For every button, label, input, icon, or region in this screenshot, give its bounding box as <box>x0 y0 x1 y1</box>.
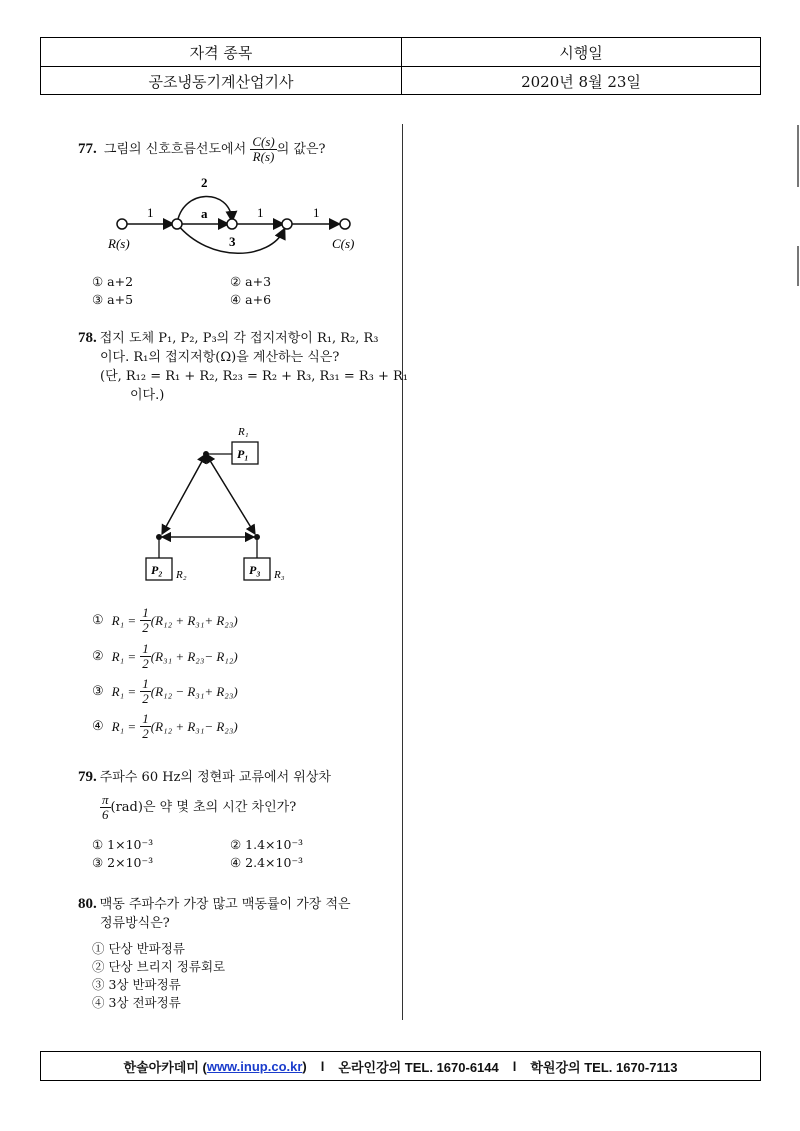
node-input <box>117 219 127 229</box>
fraction-denominator: 2 <box>142 691 149 706</box>
resistance-label: R₁ <box>238 426 249 438</box>
option-lhs: R₁ = <box>111 612 137 628</box>
question-number: 77. <box>78 141 97 157</box>
fraction-numerator: 1 <box>142 676 149 691</box>
question-text: 정류방식은? <box>100 916 170 931</box>
electrode-label: P₃ <box>249 563 261 577</box>
question-80 <box>78 895 351 933</box>
input-label: R(s) <box>108 236 130 251</box>
resistance-label: R₂ <box>176 569 187 581</box>
option-2[interactable]: ② 단상 브리지 정류회로 <box>92 959 226 974</box>
option-expr: (R₃₁ + R₂₃− R₁₂) <box>150 648 238 664</box>
option-number: ③ <box>92 684 104 699</box>
header-subject-value: 공조냉동기계산업기사 <box>41 67 402 95</box>
footer-online-tel: 온라인강의 TEL. 1670-6144 <box>338 1059 499 1075</box>
footer-separator: l <box>320 1058 325 1074</box>
arrow-p3-p1 <box>206 454 255 534</box>
question-79 <box>78 768 331 822</box>
fraction-denominator: 6 <box>102 807 109 822</box>
node <box>172 219 182 229</box>
option-expr: (R₁₂ + R₃₁− R₂₃) <box>150 718 238 734</box>
electrode-label: P₁ <box>237 447 249 461</box>
option-3[interactable]: ③ 3상 반파정류 <box>92 977 181 992</box>
question-number: 79. <box>78 769 97 785</box>
question-text: 그림의 신호흐름선도에서 <box>103 142 247 157</box>
junction <box>203 451 209 457</box>
gain-label: 3 <box>229 234 236 249</box>
node <box>282 219 292 229</box>
half-fraction <box>140 642 151 671</box>
header-date-label: 시행일 <box>559 43 603 62</box>
q77-options <box>92 273 271 309</box>
footer-separator: l <box>512 1058 517 1074</box>
fraction-numerator: C(s) <box>252 134 275 149</box>
option-4[interactable]: ④ 2.4×10⁻³ <box>230 855 304 870</box>
phase-fraction <box>100 793 111 822</box>
arrow-p2-p1 <box>162 454 206 534</box>
electrode-label: P₂ <box>151 563 163 577</box>
fraction-numerator: 1 <box>142 711 149 726</box>
page-edge-mark <box>797 125 799 187</box>
column-divider <box>402 124 403 1020</box>
header-date-value: 2020년 8월 23일 <box>521 72 641 91</box>
gain-label: 1 <box>313 205 320 220</box>
gain-label: 1 <box>147 205 154 220</box>
question-text: 맥동 주파수가 가장 많고 맥동률이 가장 적은 <box>99 897 351 912</box>
fraction-denominator: R(s) <box>252 149 275 164</box>
q80-options <box>92 940 225 1012</box>
footer-offline-tel: 학원강의 TEL. 1670-7113 <box>530 1059 678 1075</box>
option-3[interactable]: ③ a+5 <box>92 292 134 307</box>
signal-flow-graph <box>100 170 370 260</box>
question-condition: (단, R₁₂ = R₁ + R₂, R₂₃ = R₂ + R₃, R₃₁ = R₃ + R₁ <box>100 369 408 384</box>
question-text: 이다. R₁의 접지저항(Ω)을 계산하는 식은? <box>100 350 340 365</box>
option-4[interactable]: ④ 3상 전파정류 <box>92 995 181 1010</box>
question-number: 78. <box>78 330 97 346</box>
fraction-numerator: π <box>102 792 109 807</box>
gain-label: a <box>201 206 208 221</box>
question-text: 접지 도체 P₁, P₂, P₃의 각 접지저항이 R₁, R₂, R₃ <box>99 331 379 346</box>
exam-header-table <box>40 37 761 95</box>
fraction-denominator: 2 <box>142 656 149 671</box>
question-text: (rad)은 약 몇 초의 시간 차인가? <box>110 800 297 815</box>
option-1[interactable]: ① a+2 <box>92 274 134 289</box>
fraction-numerator: 1 <box>142 641 149 656</box>
option-3[interactable]: ③ 2×10⁻³ <box>92 855 154 870</box>
option-expr: (R₁₂ − R₃₁+ R₂₃) <box>150 683 238 699</box>
output-label: C(s) <box>332 236 355 251</box>
page-edge-mark <box>797 246 799 286</box>
node-output <box>340 219 350 229</box>
q78-option-2[interactable] <box>92 642 238 671</box>
half-fraction <box>140 606 151 635</box>
footer-website-link[interactable]: www.inup.co.kr <box>206 1058 303 1074</box>
q78-option-3[interactable] <box>92 677 238 706</box>
fraction-denominator: 2 <box>142 620 149 635</box>
node <box>227 219 237 229</box>
option-4[interactable]: ④ a+6 <box>230 292 272 307</box>
question-78 <box>78 329 408 405</box>
header-subject-label: 자격 종목 <box>41 38 402 66</box>
question-text: 주파수 60 Hz의 정현파 교류에서 위상차 <box>99 770 331 785</box>
half-fraction <box>140 712 151 741</box>
option-1[interactable]: ① 1×10⁻³ <box>92 837 154 852</box>
option-number: ② <box>92 649 104 664</box>
resistance-label: R₃ <box>274 569 285 581</box>
option-expr: (R₁₂ + R₃₁+ R₂₃) <box>150 612 238 628</box>
footer-paren: ) <box>302 1058 307 1074</box>
option-number: ① <box>92 613 104 628</box>
option-1[interactable]: ① 단상 반파정류 <box>92 941 185 956</box>
q79-options <box>92 836 303 872</box>
option-lhs: R₁ = <box>111 648 137 664</box>
question-condition-end: 이다.) <box>130 388 165 403</box>
q78-option-4[interactable] <box>92 712 238 741</box>
footer-academy: 한솔아카데미 ( <box>123 1059 207 1075</box>
q78-option-1[interactable] <box>92 606 238 635</box>
option-2[interactable]: ② 1.4×10⁻³ <box>230 837 304 852</box>
gain-label: 1 <box>257 205 264 220</box>
half-fraction <box>140 677 151 706</box>
gain-label: 2 <box>201 175 208 190</box>
grounding-diagram <box>140 418 300 588</box>
fraction-denominator: 2 <box>142 726 149 741</box>
option-lhs: R₁ = <box>111 718 137 734</box>
transfer-fraction <box>250 135 276 164</box>
question-text: 의 값은? <box>276 142 326 157</box>
footer-bar <box>40 1051 761 1081</box>
fraction-numerator: 1 <box>142 605 149 620</box>
question-number: 80. <box>78 896 97 912</box>
option-2[interactable]: ② a+3 <box>230 274 272 289</box>
question-77 <box>78 135 325 164</box>
option-lhs: R₁ = <box>111 683 137 699</box>
option-number: ④ <box>92 719 104 734</box>
